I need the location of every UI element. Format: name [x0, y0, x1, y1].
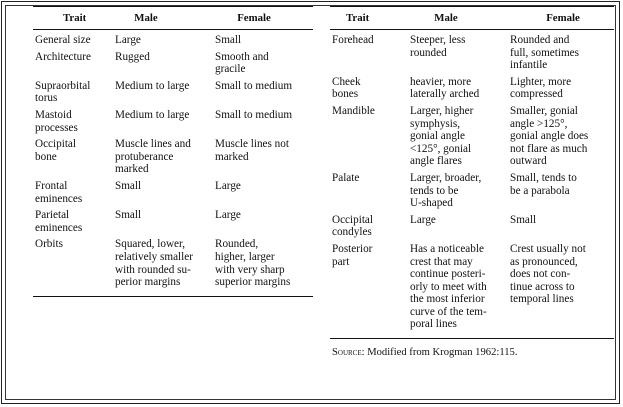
cell-trait — [330, 172, 410, 210]
cell-male — [115, 34, 215, 47]
cell-line: superior margins — [215, 276, 291, 289]
cell-line: Rounded and — [510, 34, 570, 46]
cell-line: with rounded su- — [115, 263, 191, 276]
cell-line: Has a noticeable — [410, 242, 484, 255]
cell-line: gracile — [215, 63, 246, 76]
cell-line: angle flares — [410, 155, 462, 168]
cell-line: part — [332, 255, 350, 268]
cell-line: Rounded, — [215, 238, 259, 251]
cell-male — [115, 180, 215, 205]
cell-line: Rugged — [115, 50, 150, 63]
cell-line: infantile — [510, 59, 548, 72]
cell-trait — [330, 76, 410, 101]
cell-line: Large — [215, 179, 241, 192]
cell-line: rounded — [410, 46, 447, 59]
cell-line: symphysis, — [410, 117, 461, 130]
cell-female — [215, 238, 313, 288]
cell-trait — [33, 238, 115, 288]
cell-line: Larger, higher — [410, 104, 474, 117]
cell-female — [215, 209, 313, 234]
cell-line: the most inferior — [410, 293, 485, 306]
cell-line: eminences — [35, 221, 83, 234]
cell-line: laterally arched — [410, 88, 480, 101]
cell-line: temporal lines — [510, 293, 574, 306]
cell-male — [410, 34, 510, 72]
cell-line: compressed — [510, 88, 563, 101]
bottom-rule — [330, 338, 614, 339]
cell-line: bones — [332, 88, 359, 101]
cell-line: Occipital — [35, 138, 77, 151]
cell-line: <125°, gonial — [410, 142, 472, 155]
table-row — [33, 134, 313, 176]
table-row — [330, 101, 614, 168]
source-note — [330, 347, 614, 360]
cell-line: Small to medium — [215, 108, 293, 121]
cell-female — [215, 80, 313, 105]
cell-trait — [330, 243, 410, 331]
cell-male — [410, 172, 510, 210]
header-male: Male — [434, 11, 458, 24]
cell-line: angle >125°, — [510, 117, 568, 130]
cell-line: U-shaped — [410, 197, 453, 210]
cell-line: torus — [35, 92, 58, 105]
right-table — [330, 6, 614, 360]
cell-line: Lighter, more — [510, 75, 572, 88]
table-row — [33, 47, 313, 76]
cell-female — [510, 34, 614, 72]
cell-line: Orbits — [35, 238, 63, 251]
cell-female — [510, 76, 614, 101]
cell-line: bone — [35, 150, 57, 163]
cell-line: processes — [35, 121, 78, 134]
cell-line: protuberance — [115, 150, 174, 163]
cell-line: Larger, broader, — [410, 171, 482, 184]
cell-line: tinue across to — [510, 280, 575, 293]
cell-trait — [33, 180, 115, 205]
cell-female — [510, 243, 614, 331]
cell-line: Parietal — [35, 209, 70, 222]
cell-male — [115, 51, 215, 76]
cell-line: Smaller, gonial — [510, 104, 578, 117]
cell-female — [215, 138, 313, 176]
cell-line: Forehead — [332, 34, 374, 46]
table-row — [330, 210, 614, 239]
bottom-rule — [33, 296, 313, 297]
cell-line: Mandible — [332, 104, 375, 117]
cell-line: General size — [35, 34, 91, 46]
cell-female — [215, 34, 313, 47]
cell-line: marked — [115, 163, 149, 176]
header-trait: Trait — [63, 11, 87, 24]
left-table-body — [33, 30, 313, 289]
cell-line: does not con- — [510, 268, 571, 281]
cell-line: perior margins — [115, 276, 181, 289]
table-row — [330, 72, 614, 101]
cell-line: higher, larger — [215, 250, 275, 263]
cell-line: Crest usually not — [510, 242, 586, 255]
cell-line: Supraorbital — [35, 79, 91, 92]
left-table — [33, 6, 313, 297]
cell-line: Small, tends to — [510, 171, 577, 184]
cell-line: Mastoid — [35, 108, 72, 121]
cell-line: Small — [115, 209, 142, 222]
cell-line: Architecture — [35, 50, 91, 63]
cell-line: poral lines — [410, 318, 457, 331]
cell-line: not flare as much — [510, 142, 588, 155]
table-row — [33, 234, 313, 288]
table-row — [33, 76, 313, 105]
header-row — [330, 7, 614, 29]
cell-line: Occipital — [332, 213, 374, 226]
cell-line: Small — [510, 213, 537, 226]
cell-male — [410, 214, 510, 239]
cell-male — [115, 109, 215, 134]
cell-line: heavier, more — [410, 75, 472, 88]
cell-line: gonial angle — [410, 130, 465, 143]
table-row — [33, 205, 313, 234]
cell-male — [410, 76, 510, 101]
header-female: Female — [237, 11, 271, 24]
cell-line: marked — [215, 150, 249, 163]
right-table-body — [330, 30, 614, 331]
cell-line: with very sharp — [215, 263, 285, 276]
cell-line: Medium to large — [115, 108, 190, 121]
cell-trait — [33, 34, 115, 47]
cell-male — [410, 243, 510, 331]
cell-female — [510, 105, 614, 168]
cell-male — [115, 238, 215, 288]
table-row — [33, 105, 313, 134]
table-row — [33, 176, 313, 205]
cell-line: tends to be — [410, 184, 459, 197]
table-row — [330, 239, 614, 331]
source-label: Source: — [332, 347, 365, 359]
cell-line: as pronounced, — [510, 255, 578, 268]
cell-trait — [33, 109, 115, 134]
cell-line: Muscle lines not — [215, 138, 289, 151]
cell-line: orly to meet with — [410, 280, 487, 293]
cell-female — [215, 51, 313, 76]
cell-line: be a parabola — [510, 184, 570, 197]
cell-line: full, sometimes — [510, 46, 579, 59]
cell-line: continue posteri- — [410, 268, 486, 281]
cell-trait — [330, 105, 410, 168]
cell-male — [115, 138, 215, 176]
cell-trait — [33, 209, 115, 234]
cell-line: Posterior — [332, 242, 373, 255]
cell-line: eminences — [35, 192, 83, 205]
cell-line: relatively smaller — [115, 250, 193, 263]
cell-female — [510, 172, 614, 210]
cell-line: Squared, lower, — [115, 238, 186, 251]
cell-male — [115, 80, 215, 105]
cell-female — [215, 109, 313, 134]
table-row — [330, 30, 614, 72]
table-row — [330, 168, 614, 210]
header-row — [33, 7, 313, 29]
header-male: Male — [134, 11, 158, 24]
cell-line: outward — [510, 155, 547, 168]
cell-male — [115, 209, 215, 234]
cell-line: Small — [115, 179, 142, 192]
cell-line: condyles — [332, 226, 372, 239]
cell-line: gonial angle does — [510, 130, 589, 143]
cell-line: Cheek — [332, 75, 361, 88]
cell-line: Large — [410, 213, 436, 226]
cell-line: Small to medium — [215, 79, 293, 92]
cell-trait — [330, 214, 410, 239]
cell-female — [510, 214, 614, 239]
header-female: Female — [546, 11, 580, 24]
cell-line: Frontal — [35, 179, 68, 192]
cell-trait — [33, 138, 115, 176]
cell-trait — [330, 34, 410, 72]
cell-line: Small — [215, 34, 242, 46]
cell-line: Large — [215, 209, 241, 222]
cell-trait — [33, 51, 115, 76]
cell-line: Medium to large — [115, 79, 190, 92]
cell-line: Large — [115, 34, 141, 46]
table-row — [33, 30, 313, 47]
cell-line: Palate — [332, 171, 360, 184]
cell-line: Steeper, less — [410, 34, 466, 46]
cell-line: Muscle lines and — [115, 138, 191, 151]
cell-trait — [33, 80, 115, 105]
cell-male — [410, 105, 510, 168]
source-text: Modified from Krogman 1962:115. — [364, 347, 518, 359]
cell-line: crest that may — [410, 255, 473, 268]
cell-line: curve of the tem- — [410, 305, 487, 318]
header-trait: Trait — [346, 11, 370, 24]
cell-line: Smooth and — [215, 50, 269, 63]
cell-female — [215, 180, 313, 205]
